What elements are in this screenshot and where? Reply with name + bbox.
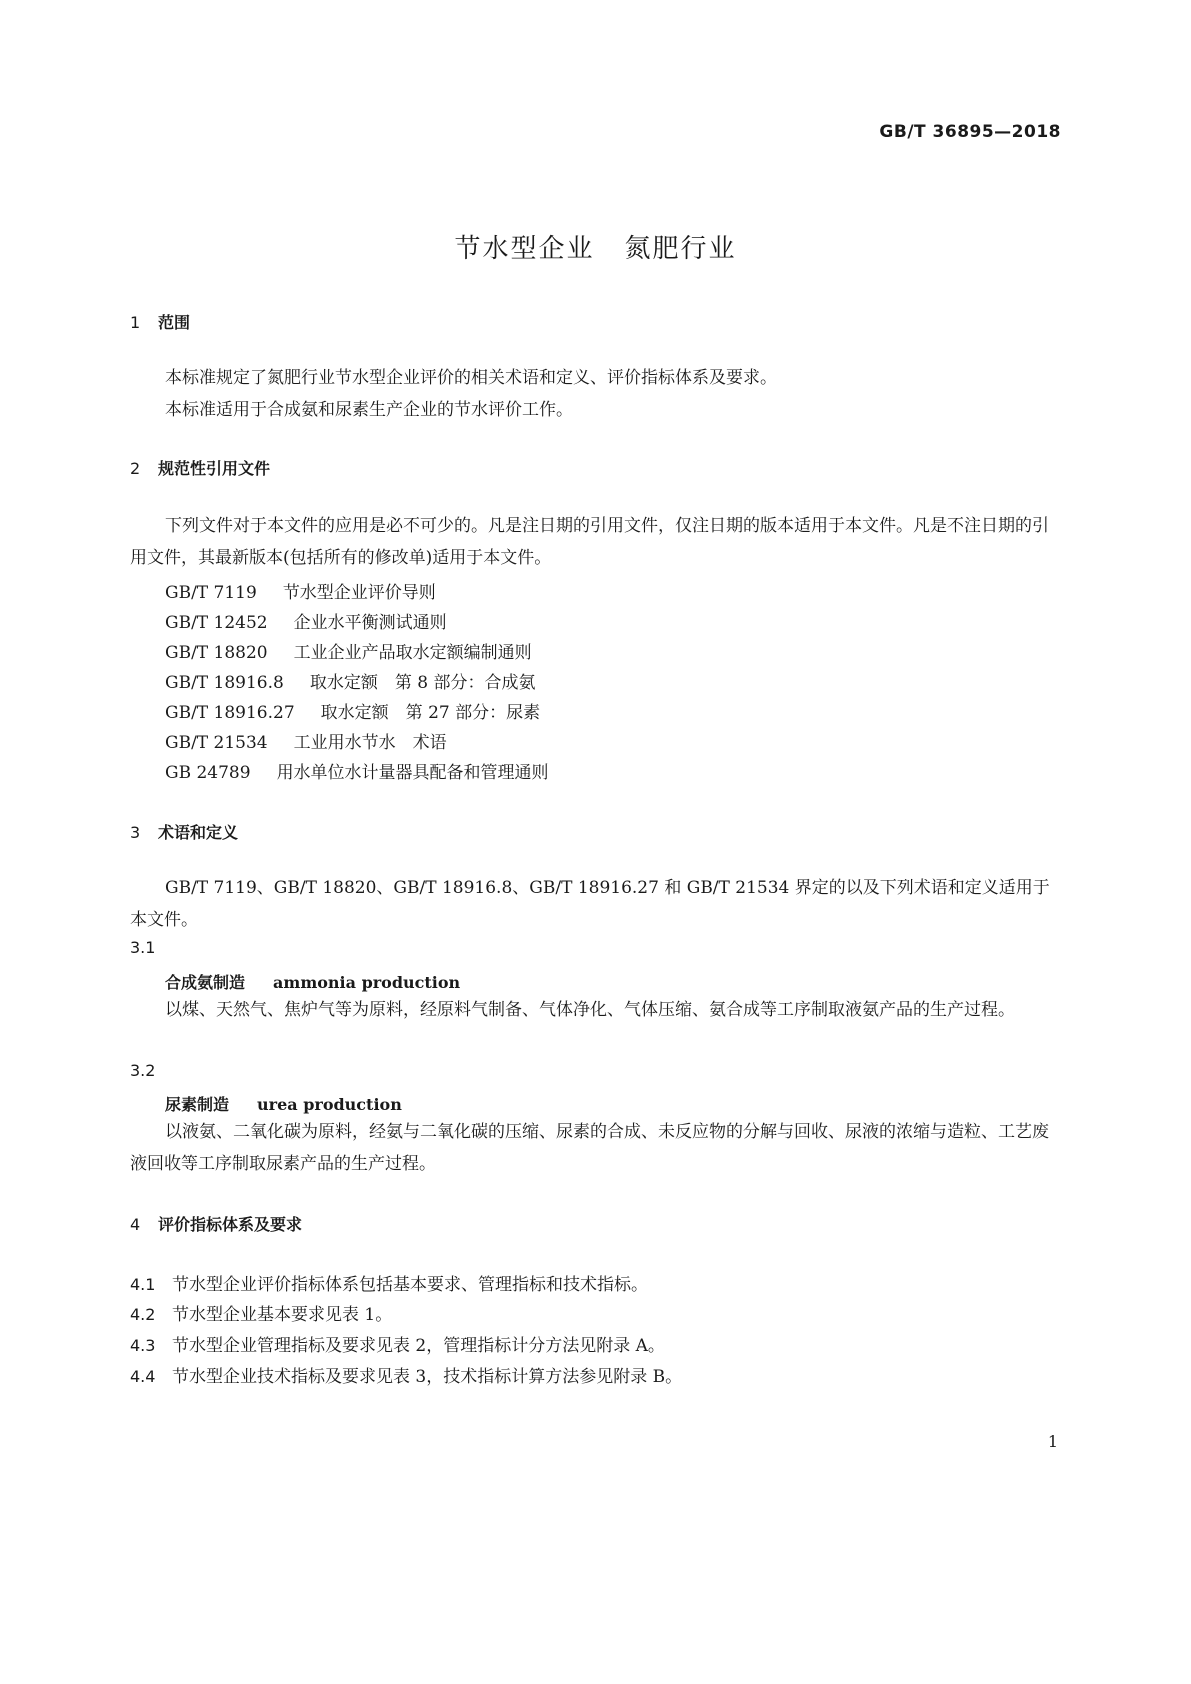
term-heading (165, 1092, 402, 1115)
section-title: 规范性引用文件 (158, 459, 271, 478)
clause (130, 1270, 648, 1295)
reference-item (165, 578, 436, 603)
reference-code: GB/T 21534 (165, 733, 268, 753)
reference-title: 工业企业产品取水定额编制通则 (293, 643, 532, 663)
clause-number: 4.2 (130, 1305, 156, 1324)
reference-item (165, 608, 447, 633)
section-heading (130, 456, 270, 479)
document-title (0, 228, 1191, 265)
reference-code: GB/T 12452 (165, 613, 268, 633)
section-title: 评价指标体系及要求 (158, 1215, 303, 1234)
reference-title: 用水单位水计量器具配备和管理通则 (276, 763, 549, 783)
clause-number: 4.4 (130, 1367, 156, 1386)
reference-code: GB/T 7119 (165, 583, 257, 603)
reference-title: 节水型企业评价导则 (282, 583, 436, 603)
section-heading (130, 820, 238, 843)
clause-text: 节水型企业管理指标及要求见表 2，管理指标计分方法见附录 A。 (172, 1336, 665, 1356)
term-definition: 以液氨、二氧化碳为原料，经氨与二氧化碳的压缩、尿素的合成、未反应物的分解与回收、尿液的浓缩与造粒、工艺废液回收等工序制取尿素产品的生产过程。 (130, 1122, 1049, 1174)
section-number: 3 (130, 823, 141, 842)
term-number: 3.2 (130, 1061, 156, 1080)
term-heading (165, 970, 460, 993)
reference-title: 取水定额 第 8 部分：合成氨 (309, 673, 536, 693)
reference-item (165, 638, 532, 663)
reference-title: 工业用水节水 术语 (293, 733, 447, 753)
term-definition: 以煤、天然气、焦炉气等为原料，经原料气制备、气体净化、气体压缩、氨合成等工序制取液氨产品的生产过程。 (165, 1000, 1015, 1020)
reference-code: GB/T 18916.27 (165, 703, 295, 723)
document-title-part1: 节水型企业 (454, 234, 595, 264)
reference-title: 企业水平衡测试通则 (293, 613, 447, 633)
clause-number: 4.3 (130, 1336, 156, 1355)
paragraph: 本标准适用于合成氨和尿素生产企业的节水评价工作。 (165, 400, 573, 420)
reference-item (165, 668, 535, 693)
clause-number: 4.1 (130, 1275, 156, 1294)
reference-item (165, 698, 540, 723)
standard-code: GB/T 36895—2018 (879, 122, 1061, 142)
clause-text: 节水型企业评价指标体系包括基本要求、管理指标和技术指标。 (172, 1275, 648, 1295)
section-heading (130, 1212, 302, 1235)
section-title: 范围 (158, 313, 191, 332)
reference-code: GB/T 18820 (165, 643, 268, 663)
clause-text: 节水型企业技术指标及要求见表 3，技术指标计算方法参见附录 B。 (172, 1367, 683, 1387)
reference-item (165, 758, 549, 783)
reference-item (165, 728, 447, 753)
page-number: 1 (1047, 1432, 1058, 1451)
clause-text: 节水型企业基本要求见表 1。 (172, 1305, 393, 1325)
section-number: 1 (130, 313, 141, 332)
section-heading (130, 310, 190, 333)
paragraph: 本标准规定了氮肥行业节水型企业评价的相关术语和定义、评价指标体系及要求。 (165, 368, 777, 388)
term-zh: 尿素制造 (165, 1095, 230, 1114)
term-zh: 合成氨制造 (165, 973, 246, 992)
reference-code: GB 24789 (165, 763, 251, 783)
section-title: 术语和定义 (158, 823, 239, 842)
reference-title: 取水定额 第 27 部分：尿素 (320, 703, 541, 723)
paragraph: GB/T 7119、GB/T 18820、GB/T 18916.8、GB/T 18916.27 和 GB/T 21534 界定的以及下列术语和定义适用于本文件。 (130, 878, 1050, 930)
clause (130, 1331, 665, 1356)
document-title-part2: 氮肥行业 (624, 234, 737, 264)
paragraph: 下列文件对于本文件的应用是必不可少的。凡是注日期的引用文件，仅注日期的版本适用于本文件。凡是不注日期的引用文件，其最新版本(包括所有的修改单)适用于本文件。 (130, 516, 1049, 568)
section-number: 4 (130, 1215, 141, 1234)
term-number: 3.1 (130, 938, 156, 957)
term-en: ammonia production (273, 973, 461, 992)
clause (130, 1300, 392, 1325)
reference-code: GB/T 18916.8 (165, 673, 284, 693)
section-number: 2 (130, 459, 141, 478)
term-en: urea production (257, 1095, 402, 1114)
clause (130, 1362, 682, 1387)
